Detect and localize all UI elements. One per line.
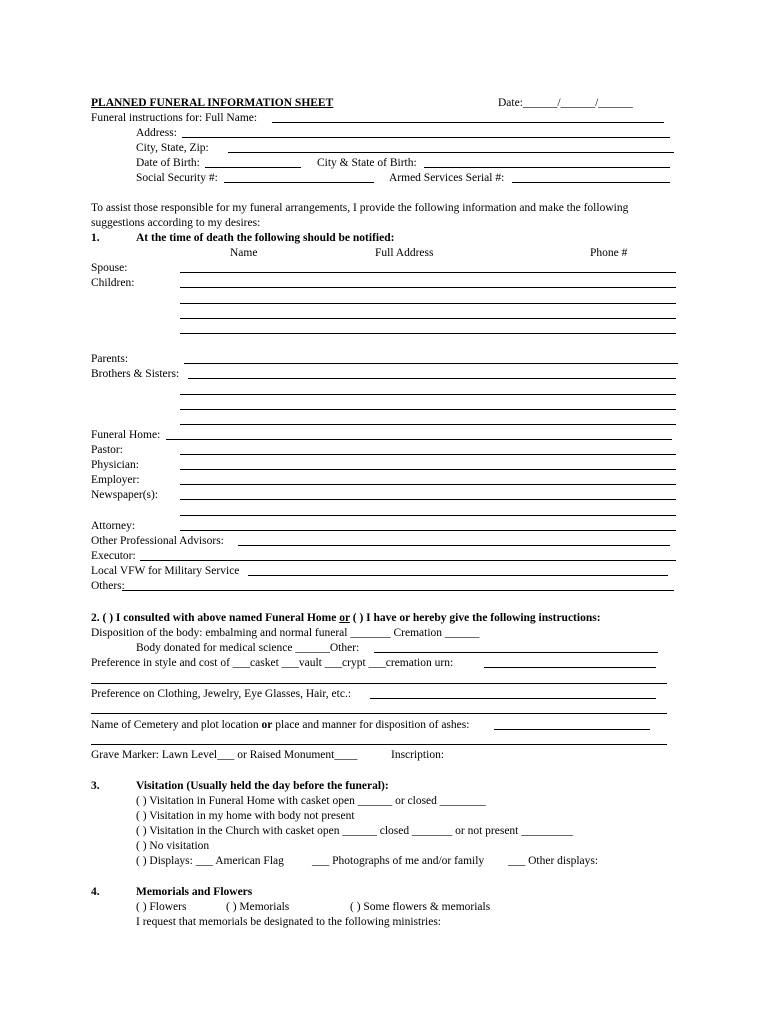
style-cost-label: Preference in style and cost of ___casket ___vault ___crypt ___cremation urn: <box>91 657 454 669</box>
siblings-label: Brothers & Sisters: <box>91 368 180 380</box>
flowers-option[interactable]: ( ) Flowers <box>136 901 187 913</box>
children-line[interactable] <box>180 318 676 319</box>
inscription-label: Inscription: <box>391 749 445 761</box>
advisors-line[interactable] <box>238 545 670 546</box>
flowers-memorials-option[interactable]: ( ) Some flowers & memorials <box>350 901 491 913</box>
clothing-label: Preference on Clothing, Jewelry, Eye Glasses, Hair, etc.: <box>91 688 352 700</box>
city-state-zip-line[interactable] <box>228 152 674 153</box>
children-line[interactable] <box>180 333 676 334</box>
spouse-label: Spouse: <box>91 262 128 274</box>
cemetery-line[interactable] <box>494 729 650 730</box>
intro-line-1: To assist those responsible for my funeral arrangements, I provide the following information and make the following <box>91 202 629 214</box>
ssn-line[interactable] <box>224 182 374 183</box>
clothing-line[interactable] <box>370 698 656 699</box>
city-state-zip-label: City, State, Zip: <box>136 142 209 154</box>
cemetery-label-part-b: place and manner for disposition of ashes: <box>275 719 470 731</box>
birth-place-line[interactable] <box>424 167 670 168</box>
siblings-line[interactable] <box>180 424 676 425</box>
section-3-heading: Visitation (Usually held the day before the funeral): <box>136 780 389 792</box>
section-4-heading: Memorials and Flowers <box>136 886 253 898</box>
cemetery-label <box>91 718 469 732</box>
memorials-option[interactable]: ( ) Memorials <box>226 901 290 913</box>
physician-line[interactable] <box>180 469 676 470</box>
section-2-heading <box>91 611 601 625</box>
clothing-line-2[interactable] <box>91 713 667 714</box>
section-2-heading-part-a: 2. ( ) I consulted with above named Funeral Home <box>91 612 337 624</box>
column-phone: Phone # <box>590 247 628 259</box>
advisors-label: Other Professional Advisors: <box>91 535 224 547</box>
armed-services-line[interactable] <box>512 182 670 183</box>
employer-line[interactable] <box>180 484 676 485</box>
address-line[interactable] <box>182 137 670 138</box>
section-3-number: 3. <box>91 780 100 792</box>
newspapers-line[interactable] <box>180 499 676 500</box>
others-label: Others: <box>91 580 125 592</box>
cemetery-line-2[interactable] <box>91 744 667 745</box>
page-title: PLANNED FUNERAL INFORMATION SHEET <box>91 97 334 109</box>
children-label: Children: <box>91 277 135 289</box>
executor-line[interactable] <box>140 560 676 561</box>
disposition-line[interactable]: Disposition of the body: embalming and normal funeral _______ Cremation ______ <box>91 627 480 639</box>
physician-label: Physician: <box>91 459 139 471</box>
vfw-line[interactable] <box>248 575 668 576</box>
others-line[interactable] <box>122 590 674 591</box>
displays-photographs[interactable]: ___ Photographs of me and/or family <box>312 855 485 867</box>
spouse-line[interactable] <box>180 272 676 273</box>
section-2-heading-part-b: ( ) I have or hereby give the following instructions: <box>352 612 601 624</box>
funeral-home-line[interactable] <box>166 439 672 440</box>
cemetery-label-part-a: Name of Cemetery and plot location <box>91 719 259 731</box>
column-full-address: Full Address <box>375 247 434 259</box>
section-2-heading-or: or <box>339 612 350 624</box>
parents-line[interactable] <box>184 363 678 364</box>
dob-line[interactable] <box>205 167 301 168</box>
section-1-heading: At the time of death the following should be notified: <box>136 232 395 244</box>
employer-label: Employer: <box>91 474 140 486</box>
visitation-home[interactable]: ( ) Visitation in my home with body not present <box>136 810 355 822</box>
date-field[interactable]: Date:______/______/______ <box>498 97 633 109</box>
displays-other[interactable]: ___ Other displays: <box>508 855 599 867</box>
siblings-line[interactable] <box>180 394 676 395</box>
column-name: Name <box>230 247 258 259</box>
executor-label: Executor: <box>91 550 136 562</box>
address-label: Address: <box>136 127 177 139</box>
newspapers-line[interactable] <box>180 515 676 516</box>
siblings-line[interactable] <box>180 409 676 410</box>
memorials-request: I request that memorials be designated to the following ministries: <box>136 916 442 928</box>
newspapers-label: Newspaper(s): <box>91 489 159 501</box>
attorney-line[interactable] <box>180 530 676 531</box>
visitation-church[interactable]: ( ) Visitation in the Church with casket open ______ closed _______ or not present _________ <box>136 825 573 837</box>
visitation-funeral-home[interactable]: ( ) Visitation in Funeral Home with casket open ______ or closed ________ <box>136 795 486 807</box>
dob-label: Date of Birth: <box>136 157 200 169</box>
section-1-number: 1. <box>91 232 100 244</box>
children-line[interactable] <box>180 287 676 288</box>
full-name-line[interactable] <box>272 122 664 123</box>
body-donated-other-line[interactable] <box>374 652 658 653</box>
pastor-label: Pastor: <box>91 444 123 456</box>
cemetery-label-or: or <box>261 719 273 731</box>
funeral-home-label: Funeral Home: <box>91 429 161 441</box>
grave-marker-line[interactable]: Grave Marker: Lawn Level___ or Raised Monument____ <box>91 749 358 761</box>
armed-services-label: Armed Services Serial #: <box>389 172 505 184</box>
style-cost-line[interactable] <box>91 683 667 684</box>
body-donated-label: Body donated for medical science ______Other: <box>136 642 360 654</box>
vfw-label: Local VFW for Military Service <box>91 565 240 577</box>
full-name-label: Funeral instructions for: Full Name: <box>91 112 258 124</box>
parents-label: Parents: <box>91 353 129 365</box>
attorney-label: Attorney: <box>91 520 136 532</box>
siblings-line[interactable] <box>188 378 676 379</box>
no-visitation[interactable]: ( ) No visitation <box>136 840 210 852</box>
cremation-urn-line[interactable] <box>484 667 656 668</box>
intro-line-2: suggestions according to my desires: <box>91 217 261 229</box>
birth-place-label: City & State of Birth: <box>317 157 417 169</box>
children-line[interactable] <box>180 303 676 304</box>
pastor-line[interactable] <box>180 454 676 455</box>
ssn-label: Social Security #: <box>136 172 218 184</box>
section-4-number: 4. <box>91 886 100 898</box>
displays-american-flag[interactable]: ( ) Displays: ___ American Flag <box>136 855 284 867</box>
